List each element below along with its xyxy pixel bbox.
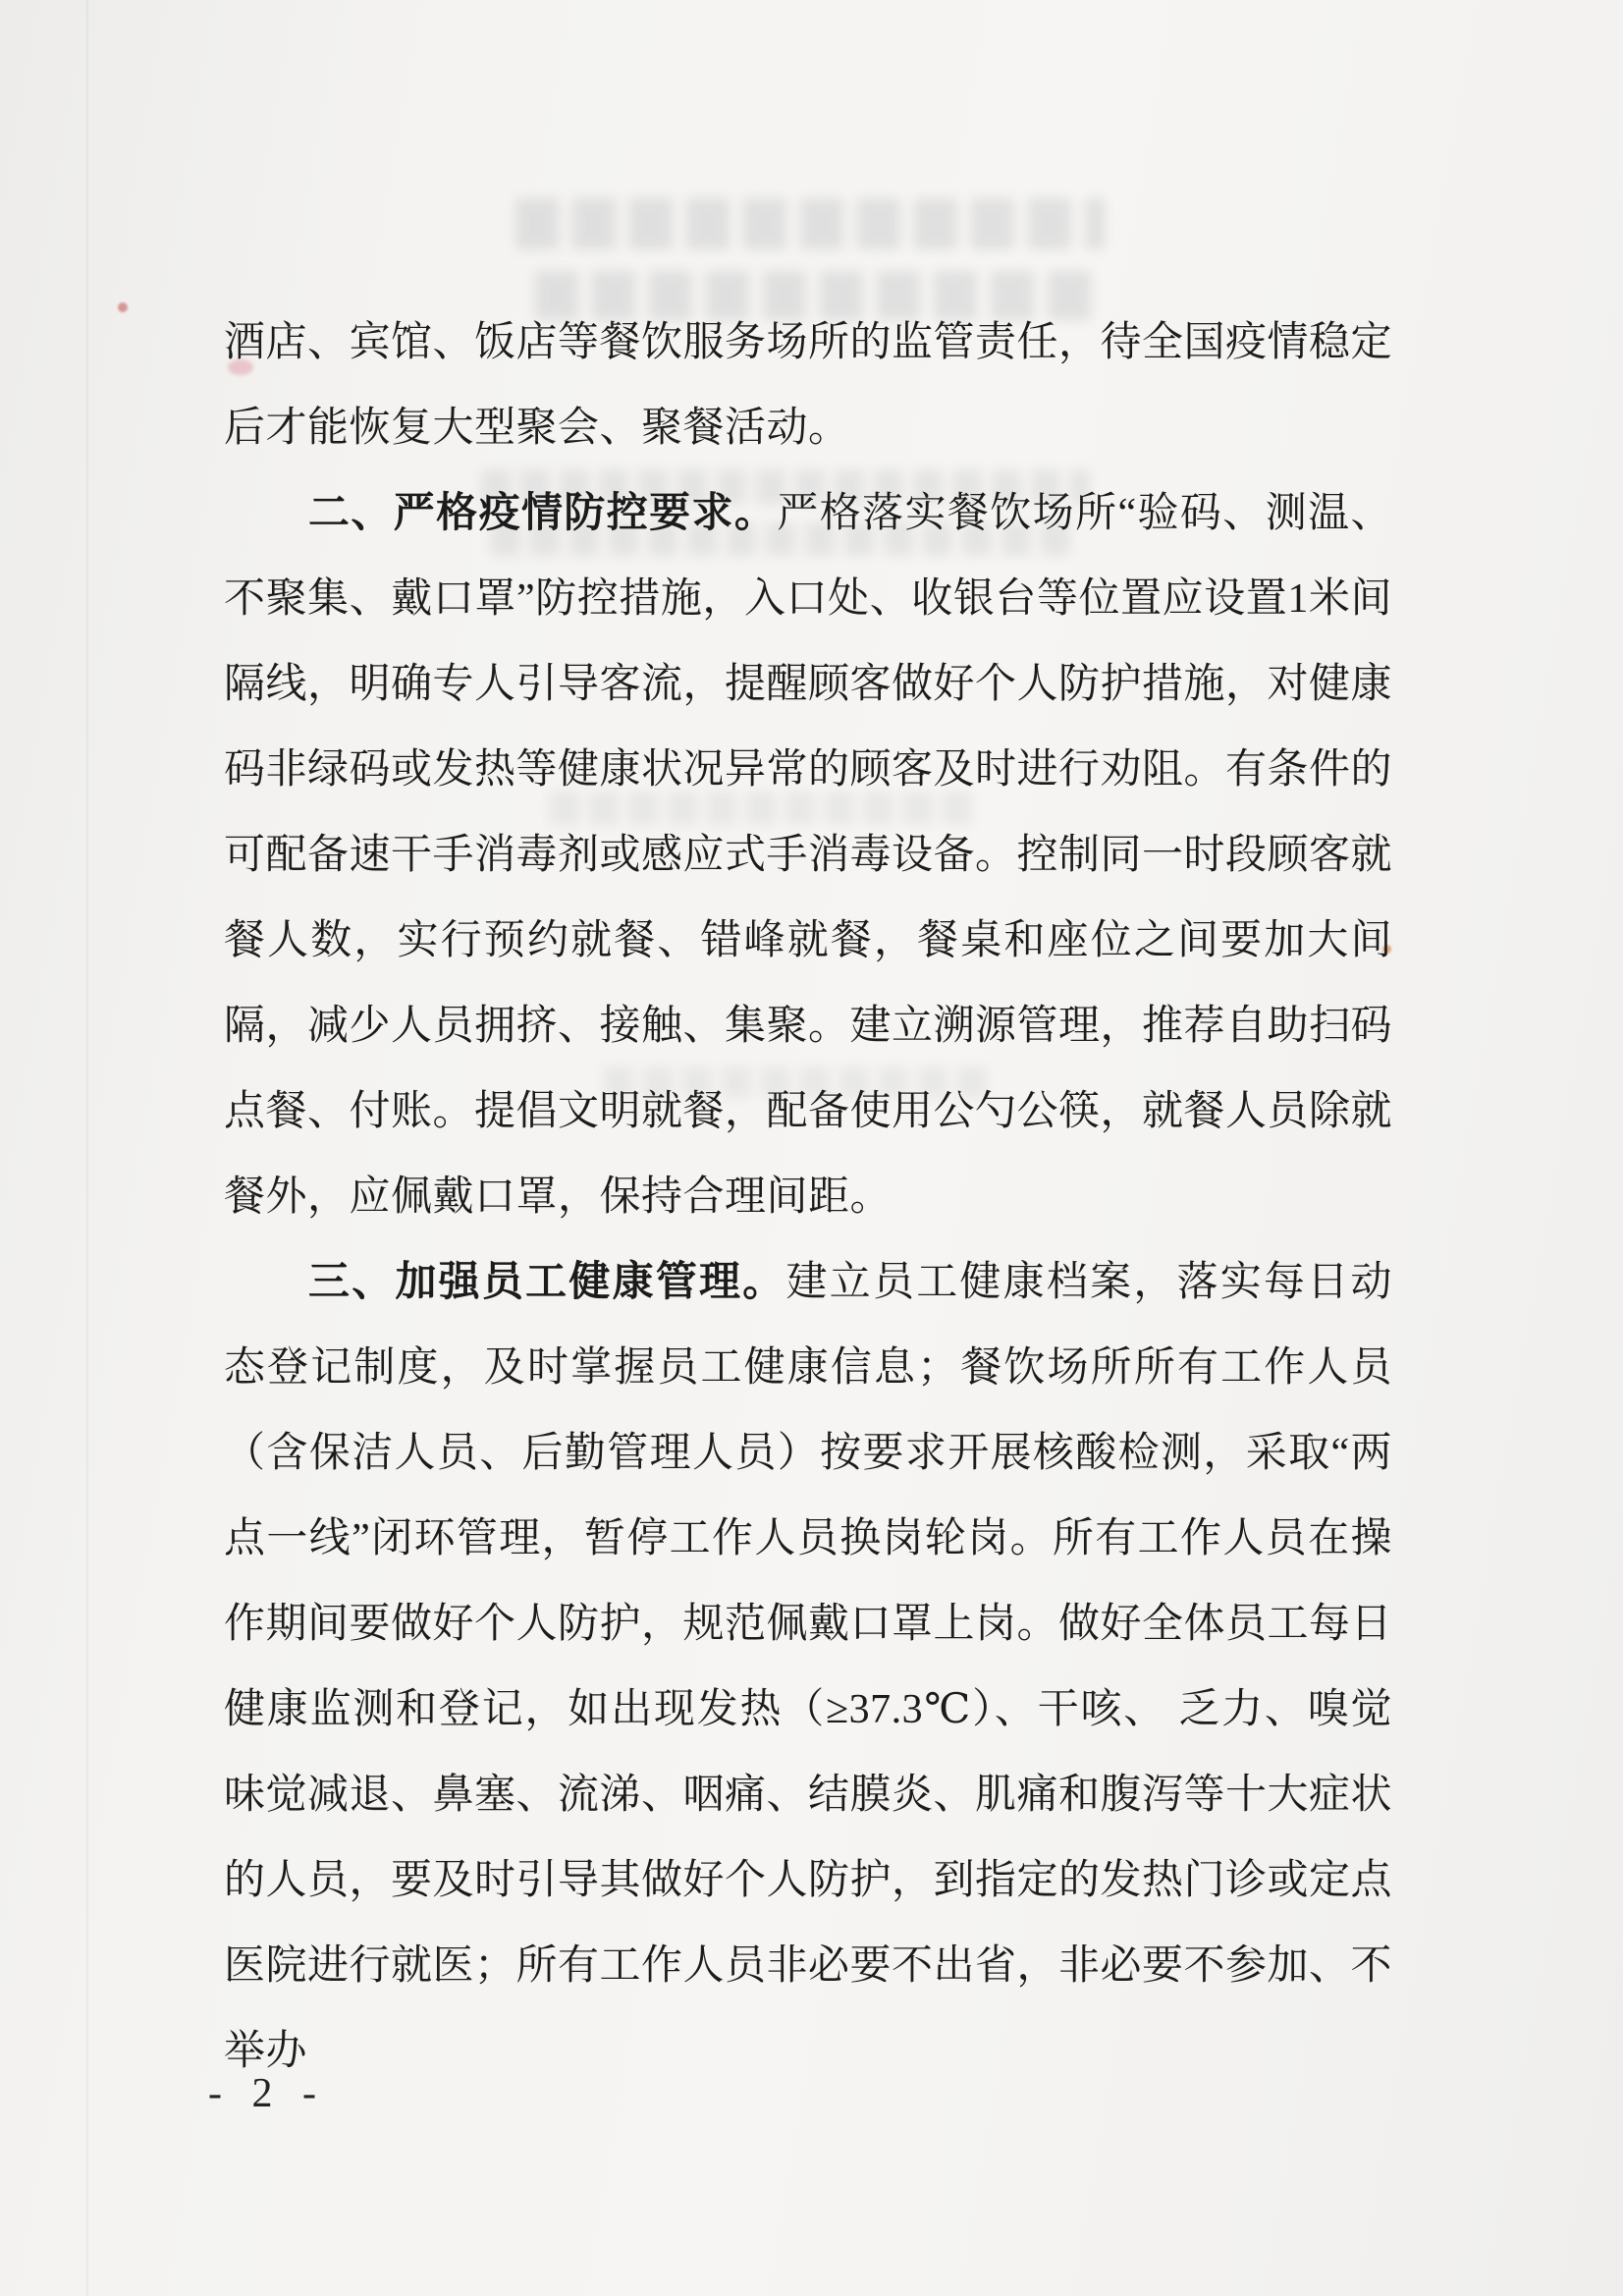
document-body [224, 301, 1392, 2095]
page-number: - 2 - [208, 2071, 326, 2116]
paragraph-text: 严格落实餐饮场所“验码、测温、不聚集、戴口罩”防控措施，入口处、收银台等位置应设置1米间隔线，明确专人引导客流，提醒顾客做好个人防护措施，对健康码非绿码或发热等健康状况异常的顾客及时进行劝阻。有条件的可配备速干手消毒剂或感应式手消毒设备。控制同一时段顾客就餐人数，实行预约就餐、错峰就餐，餐桌和座位之间要加大间隔，减少人员拥挤、接触、集聚。建立溯源管理，推荐自助扫码点餐、付账。提倡文明就餐，配备使用公勺公筷，就餐人员除就餐外，应佩戴口罩，保持合理间距。 [224, 491, 1393, 1220]
paragraph-text: 建立员工健康档案，落实每日动态登记制度，及时掌握员工健康信息；餐饮场所所有工作人员（含保洁人员、后勤管理人员）按要求开展核酸检测，采取“两点一线”闭环管理，暂停工作人员换岗轮岗。所有工作人员在操作期间要做好个人防护，规范佩戴口罩上岗。做好全体员工每日健康监测和登记，如出现发热（≥37.3℃）、干咳、 乏力、嗅觉味觉减退、鼻塞、流涕、咽痛、结膜炎、肌痛和腹泻等十大症状的人员，要及时引导其做好个人防护，到指定的发热门诊或定点医院进行就医；所有工作人员非必要不出省，非必要不参加、不举办 [224, 1260, 1393, 2074]
bleed-through-artifact [515, 198, 1105, 249]
paragraph-section-2 [224, 471, 1392, 1240]
paragraph-text: 酒店、宾馆、饭店等餐饮服务场所的监管责任，待全国疫情稳定后才能恢复大型聚会、聚餐活动。 [224, 320, 1393, 451]
paragraph-section-3 [224, 1240, 1392, 2095]
scan-fold-line [86, 0, 88, 2296]
paragraph-continuation [224, 301, 1392, 471]
red-ink-speck [118, 302, 128, 312]
section-3-heading: 三、加强员工健康管理。 [308, 1260, 786, 1305]
section-2-heading: 二、严格疫情防控要求。 [308, 491, 778, 536]
